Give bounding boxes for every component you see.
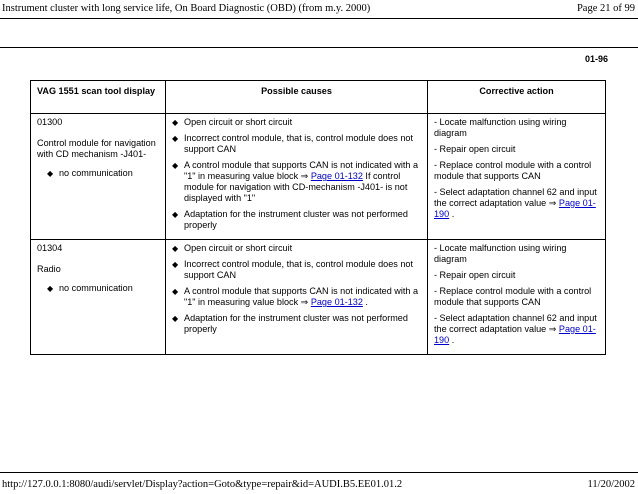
action-cell <box>428 240 606 355</box>
cause-text <box>184 117 292 128</box>
text-segment: A control module that supports CAN is not indicated with a "1" in measuring value block ⇒ <box>184 286 419 307</box>
cause-item <box>172 313 421 335</box>
action-cell <box>428 114 606 240</box>
text-segment: - Locate malfunction using wiring diagram <box>434 243 567 264</box>
action-item <box>434 286 599 308</box>
diamond-bullet-icon: ◆ <box>172 244 179 253</box>
action-item <box>434 160 599 182</box>
text-segment: Incorrect control module, that is, control module does not support CAN <box>184 133 413 154</box>
table-row <box>31 114 606 240</box>
text-segment: . <box>449 335 455 345</box>
text-segment: - Select adaptation channel 62 and input the correct adaptation value ⇒ <box>434 313 597 334</box>
action-item <box>434 270 599 281</box>
diamond-bullet-icon: ◆ <box>47 284 54 293</box>
text-segment: - Locate malfunction using wiring diagram <box>434 117 567 138</box>
page-link[interactable]: Page 01-132 <box>310 171 363 181</box>
diamond-bullet-icon: ◆ <box>172 314 179 323</box>
text-segment: - Repair open circuit <box>434 144 516 154</box>
text-segment: - Select adaptation channel 62 and input the correct adaptation value ⇒ <box>434 187 597 208</box>
page-link[interactable]: Page 01-132 <box>310 297 363 307</box>
diamond-bullet-icon: ◆ <box>172 161 179 170</box>
table-row <box>31 240 606 355</box>
text-segment: A control module that supports CAN is not indicated with a "1" in measuring value block ⇒ <box>184 160 419 181</box>
fault-status: no communication <box>59 283 133 293</box>
action-item <box>434 117 599 139</box>
cause-text <box>184 209 421 231</box>
section-rule <box>0 47 638 64</box>
footer-date: 11/20/2002 <box>587 479 635 490</box>
action-item <box>434 313 599 346</box>
text-segment: - Repair open circuit <box>434 270 516 280</box>
column-header-display: VAG 1551 scan tool display <box>31 81 166 114</box>
text-segment: - Replace control module with a control module that supports CAN <box>434 160 592 181</box>
footer-url: http://127.0.0.1:8080/audi/servlet/Display?action=Goto&type=repair&id=AUDI.B5.EE01.01.2 <box>2 479 403 490</box>
component-name: Radio <box>37 264 61 274</box>
causes-cell <box>166 240 428 355</box>
document-title: Instrument cluster with long service life, On Board Diagnostic (OBD) (from m.y. 2000) <box>2 3 371 14</box>
cause-text <box>184 286 421 308</box>
cause-item <box>172 160 421 204</box>
column-header-action: Corrective action <box>428 81 606 114</box>
cause-item <box>172 286 421 308</box>
text-segment: . <box>362 297 368 307</box>
cause-text <box>184 133 421 155</box>
fault-status: no communication <box>59 168 133 178</box>
fault-code: 01304 <box>37 243 63 253</box>
cause-item <box>172 209 421 231</box>
text-segment: . <box>449 209 455 219</box>
display-cell <box>31 114 166 240</box>
column-header-causes: Possible causes <box>166 81 428 114</box>
action-item <box>434 144 599 155</box>
cause-item <box>172 259 421 281</box>
cause-item <box>172 243 421 254</box>
diamond-bullet-icon: ◆ <box>172 260 179 269</box>
cause-text <box>184 243 292 254</box>
action-item <box>434 187 599 220</box>
page-indicator: Page 21 of 99 <box>576 3 635 14</box>
text-segment: Adaptation for the instrument cluster was not performed properly <box>184 313 408 334</box>
cause-text <box>184 160 421 204</box>
page-link[interactable]: Page 01-190 <box>434 198 596 219</box>
section-number: 01-96 <box>584 54 608 64</box>
causes-cell <box>166 114 428 240</box>
page-link[interactable]: Page 01-190 <box>434 324 596 345</box>
status-item <box>37 283 159 294</box>
diagnostic-table <box>30 80 606 355</box>
status-item <box>37 168 159 179</box>
text-segment: If control module for navigation with CD-mechanism -J401- is not displayed with "1" <box>184 171 408 203</box>
fault-code: 01300 <box>37 117 63 127</box>
cause-item <box>172 117 421 128</box>
page-footer <box>0 472 638 494</box>
text-segment: Open circuit or short circuit <box>184 243 293 253</box>
cause-text <box>184 259 421 281</box>
text-segment: - Replace control module with a control module that supports CAN <box>434 286 592 307</box>
text-segment: Open circuit or short circuit <box>184 117 293 127</box>
diamond-bullet-icon: ◆ <box>172 118 179 127</box>
text-segment: Incorrect control module, that is, control module does not support CAN <box>184 259 413 280</box>
diamond-bullet-icon: ◆ <box>172 287 179 296</box>
action-item <box>434 243 599 265</box>
diamond-bullet-icon: ◆ <box>47 169 54 178</box>
diamond-bullet-icon: ◆ <box>172 134 179 143</box>
cause-text <box>184 313 421 335</box>
cause-item <box>172 133 421 155</box>
text-segment: Adaptation for the instrument cluster was not performed properly <box>184 209 408 230</box>
table-header-row <box>31 81 606 114</box>
diamond-bullet-icon: ◆ <box>172 210 179 219</box>
page-header <box>0 0 638 19</box>
display-cell <box>31 240 166 355</box>
component-name: Control module for navigation with CD mechanism -J401- <box>37 138 156 159</box>
